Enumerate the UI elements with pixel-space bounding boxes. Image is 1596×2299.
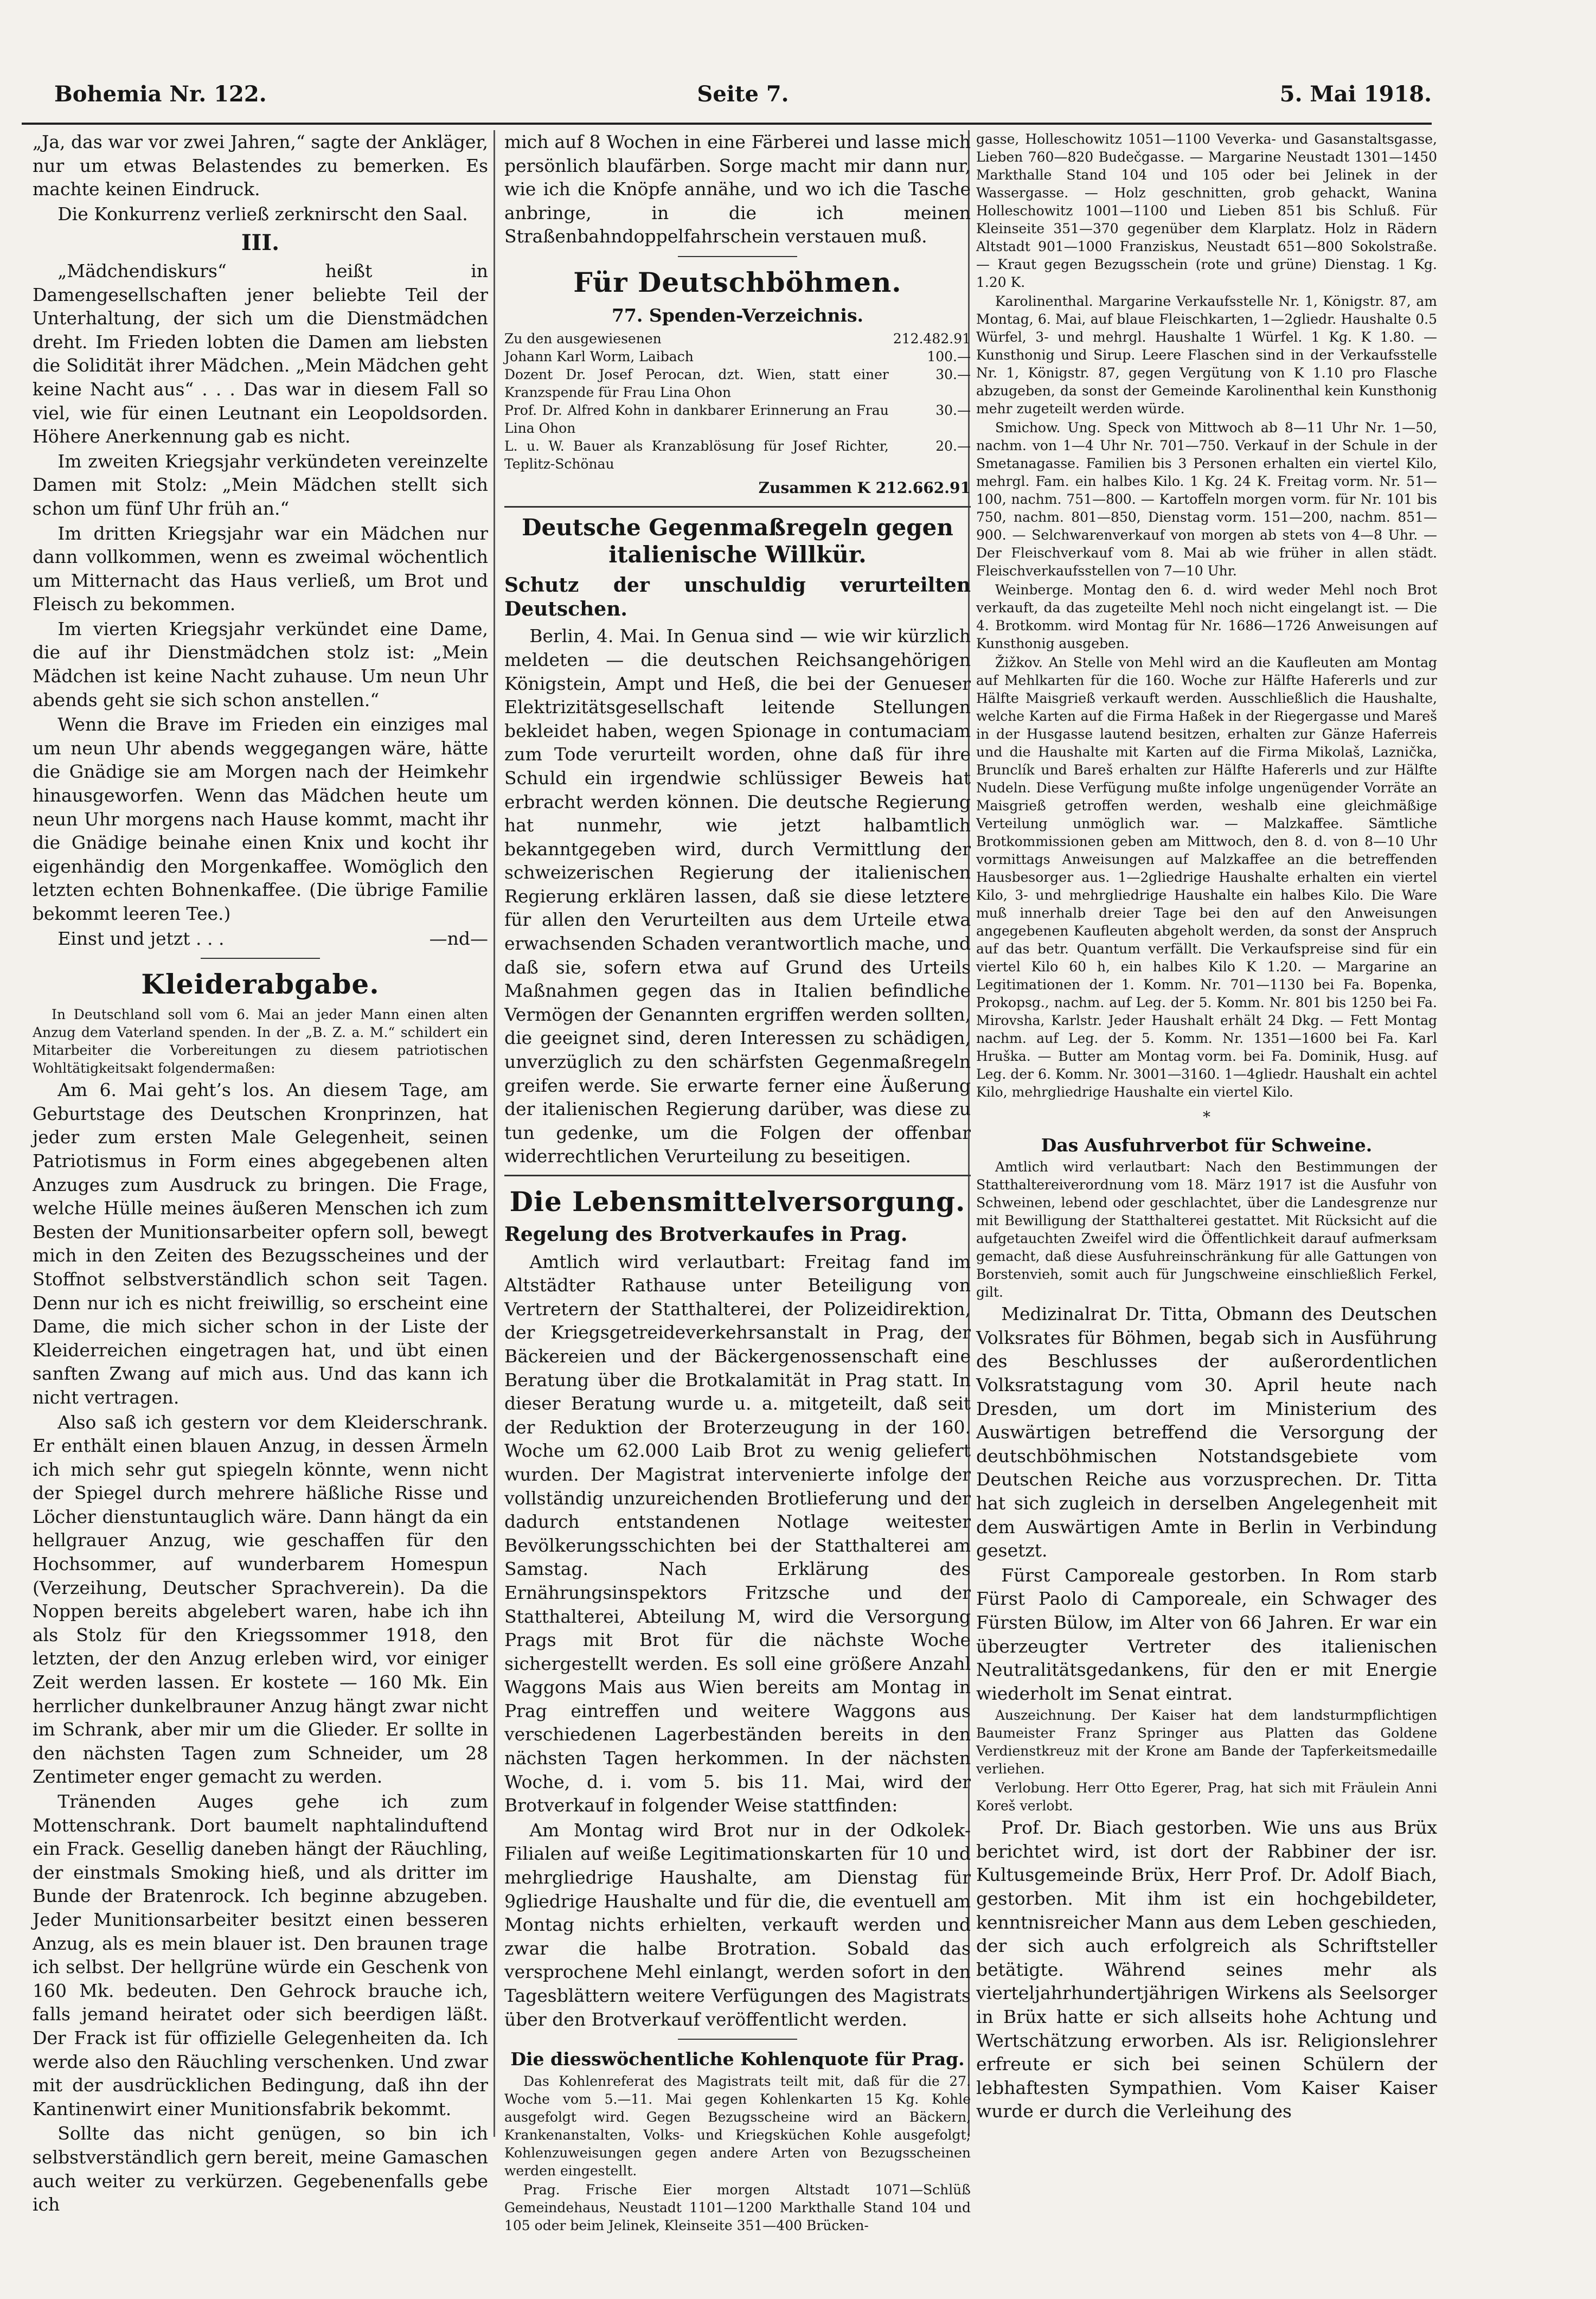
paragraph: „Ja, das war vor zwei Jahren,“ sagte der Ankläger, nur um etwas Belastendes zu bemerken. Es machte keinen Eindruck. — [33, 131, 488, 200]
donor-name: Zu den ausgewiesenen — [504, 330, 662, 347]
paragraph: mich auf 8 Wochen in eine Färberei und lasse mich persönlich blaufärben. Sorge macht mir dann nur, wie ich die Knöpfe annähe, und wo ich die Tasche anbringe, in die ich meinen Straßenbahndoppelfahrschein verstauen muß. — [504, 131, 971, 247]
article-title: Deutsche Gegenmaßregeln gegen italienische Willkür. — [522, 514, 953, 568]
paragraph: Fürst Camporeale gestorben. In Rom starb Fürst Paolo di Camporeale, ein Schwager des Fürsten Bülow, im Alter von 66 Jahren. Er war ein überzeugter Vertreter des italienischen Neutralitätsgedankens, für den er mit Energie wiederholt im Senat eintrat. — [976, 1564, 1437, 1704]
paragraph: Im zweiten Kriegsjahr verkündeten vereinzelte Damen mit Stolz: „Mein Mädchen stellt sich schon um fünf Uhr früh an.“ — [33, 450, 488, 519]
donor-name: L. u. W. Bauer als Kranzablösung für Josef Richter, Teplitz-Schönau — [504, 438, 889, 472]
donor-name: Dozent Dr. Josef Perocan, dzt. Wien, statt einer Kranzspende für Frau Lina Ohon — [504, 366, 889, 400]
donation-row — [504, 348, 971, 366]
paragraph: Das Kohlenreferat des Magistrats teilt mit, daß für die 27. Woche vom 5.—11. Mai gegen Kohlenkarten 15 Kg. Kohle ausgefolgt wird. Gegen Bezugsscheine wird an Bäckern, Krankenanstalten, Volks- und Kriegsküchen Kohle ausgefolgt; Kohlenzuweisungen gegen andere Arten von Bezugsscheinen werden eingestellt. — [504, 2073, 971, 2179]
column-divider — [493, 130, 495, 2137]
paragraph: Berlin, 4. Mai. In Genua sind — wie wir kürzlich meldeten — die deutschen Reichsangehörigen Königstein, Ampt und Heß, die bei der Genueser Elektrizitätsgesellschaft leitende Stellungen bekleidet haben, wegen Spionage in contumaciam zum Tode verurteilt worden, ohne daß für ihre Schuld ein irgendwie schlüssiger Beweis hat erbracht werden können. Die deutsche Regierung hat nunmehr, wie jetzt halbamtlich bekanntgegeben wird, durch Vermittlung der schweizerischen Regierung der italienischen Regierung erklären lassen, daß sie diese letztere für allen den Verurteilten aus dem Urteile etwa erwachsenden Schaden verantwortlich mache, und daß sie, sofern etwa auf Grund des Urteils Maßnahmen gegen das in Italien befindliche Vermögen der Genannten ergriffen werden sollten, die geeignet sind, deren Interessen zu schädigen, unverzüglich zu den schärfsten Gegenmaßregeln greifen werde. Sie erwarte ferner eine Äußerung der italienischen Regierung darüber, was diese zu tun gedenke, um die Folgen der offenbar widerrechtlichen Verurteilung zu beseitigen. — [504, 625, 971, 1167]
paragraph: Im vierten Kriegsjahr verkündet eine Dame, die auf ihr Dienstmädchen stolz ist: „Mein Mädchen ist keine Nacht zuhause. Um neun Uhr abends geht sie sich schon anstellen.“ — [33, 618, 488, 710]
donation-amount: 100.— — [927, 348, 971, 364]
paragraph: Im dritten Kriegsjahr war ein Mädchen nur dann vollkommen, wenn es zweimal wöchentlich um Mitternacht das Haus verließ, um Brot und Fleisch zu bekommen. — [33, 522, 488, 615]
author-signature: —nd— — [429, 927, 488, 949]
masthead-issue: Bohemia Nr. 122. — [54, 81, 267, 107]
donation-row — [504, 330, 971, 348]
donation-total: Zusammen K 212.662.91 — [758, 478, 971, 497]
article-title: Für Deutschböhmen. — [573, 266, 902, 298]
paragraph: Karolinenthal. Margarine Verkaufsstelle Nr. 1, Königstr. 87, am Montag, 6. Mai, auf blaue Fleischkarten, 1—2gliedr. Haushalte 0.5 Würfel, 3- und mehrgl. Haushalte 1 Würfel. 1 Kg. K 1.80. — Kunsthonig und Sirup. Leere Flaschen sind in der Verkaufsstelle Nr. 1, Königstr. 87, gegen Vergütung von K 1.10 pro Flasche abzugeben, da sonst der Gemeinde Karolinenthal kein Kunsthonig mehr zugeteilt werden würde. — [976, 293, 1437, 417]
column-2 — [504, 130, 971, 2233]
article-subtitle: Das Ausfuhrverbot für Schweine. — [1041, 1134, 1373, 1156]
paragraph: Auszeichnung. Der Kaiser hat dem landsturmpflichtigen Baumeister Franz Springer aus Platten das Goldene Verdienstkreuz mit der Krone am Bande der Tapferkeitsmedaille verliehen. — [976, 1707, 1437, 1777]
donation-amount: 212.482.91 — [893, 330, 971, 347]
page-header — [54, 81, 1432, 114]
donor-name: Johann Karl Worm, Laibach — [504, 348, 694, 364]
paragraph: gasse, Holleschowitz 1051—1100 Veverka- und Gasanstaltsgasse, Lieben 760—820 Budečgasse. — Margarine Neustadt 1301—1450 Markthalle Stand 104 und 105 oder bei Jelinek in der Wassergasse. — Holz geschnitten, grob gehackt, Wanina Holleschowitz 1001—1100 und Lieben 851 bis Schluß. Für Kleinseite 351—370 gegenüber dem Klarplatz. Holz in Rädern Altstadt 901—1000 Franziskus, Neustadt 651—800 Sokolstraße. — Kraut gegen Bezugsschein (rote und grüne) Dienstag. 1 Kg. 1.20 K. — [976, 131, 1437, 290]
divider — [678, 2039, 797, 2040]
article-title: Kleiderabgabe. — [141, 968, 380, 1001]
donation-row — [504, 437, 971, 473]
closing-line: Einst und jetzt . . . — [57, 927, 225, 949]
issue-date: 5. Mai 1918. — [1279, 81, 1432, 107]
column-3 — [976, 130, 1437, 2122]
section-number: III. — [241, 230, 280, 256]
divider — [201, 958, 320, 959]
paragraph: Prag. Frische Eier morgen Altstadt 1071—Schlüß Gemeindehaus, Neustadt 1101—1200 Markthalle Stand 104 und 105 oder beim Jelinek, Kleinseite 351—400 Brücken- — [504, 2181, 971, 2233]
separator-star: * — [1203, 1108, 1210, 1126]
donor-name: Prof. Dr. Alfred Kohn in dankbarer Erinnerung an Frau Lina Ohon — [504, 402, 889, 436]
divider — [504, 1175, 971, 1176]
paragraph: Amtlich wird verlautbart: Freitag fand im Altstädter Rathause unter Beteiligung von Vertretern der Statthalterei, der Polizeidirektion, der Kriegsgetreideverkehrsanstalt in Prag, der Bäckereien und der Bäckergenossenschaft eine Beratung über die Brotkalamität in Prag statt. In dieser Beratung wurde u. a. mitgeteilt, daß seit der Reduktion der Broterzeugung in der 160. Woche um 62.000 Laib Brot zu wenig geliefert wurden. Der Magistrat intervenierte infolge der vollständig unzureichenden Brotlieferung und der dadurch entstandenen Notlage weitester Bevölkerungsschichten bei der Statthalterei am Samstag. Nach Erklärung des Ernährungsinspektors Fritzsche und der Statthalterei, Abteilung M, wird die Versorgung Prags mit Brot für die nächste Woche sichergestellt werden. Es soll eine größere Anzahl Waggons Mais aus Wien bereits am Montag in Prag eintreffen und weitere Waggons aus verschiedenen Lagerbeständen bereits in den nächsten Tagen herkommen. In der nächsten Woche, d. i. vom 5. bis 11. Mai, wird der Brotverkauf in folgender Weise stattfinden: — [504, 1251, 971, 1816]
donation-amount: 30.— — [935, 402, 971, 418]
article-subtitle: Die diesswöchentliche Kohlenquote für Prag. — [510, 2048, 965, 2070]
article-intro: In Deutschland soll vom 6. Mai an jeder Mann einen alten Anzug dem Vaterland spenden. In der „B. Z. a. M.“ schildert ein Mitarbeiter die Vorbereitungen zu diesem patriotischen Wohltätigkeitsakt folgendermaßen: — [33, 1007, 488, 1077]
donation-row — [504, 366, 971, 401]
divider — [678, 256, 797, 257]
paragraph: Žižkov. An Stelle von Mehl wird an die Kaufleuten am Montag auf Mehlkarten für die 160. Woche zur Hälfte Hafererls und zur Hälfte Maisgrieß verkauft werden. Ausschließlich die Haushalte, welche Karten auf die Firma Haßek in der Riegergasse und Mareš in der Husgasse lautend besitzen, erhalten zur Gänze Haferreis und die Haushalte mit Karten auf die Firma Mikolaš, Laznička, Brunclík und Bareš erhalten zur Hälfte Hafererls und zur Hälfte Nudeln. Diese Verfügung mußte infolge ungenügender Vorräte an Maisgrieß getroffen werden, weshalb eine gleichmäßige Verteilung unmöglich war. — Malzkaffee. Sämtliche Brotkommissionen geben am Mittwoch, den 8. d. von 8—10 Uhr vormittags Anweisungen auf Malzkaffee an die betreffenden Hausbesorger aus. 1—2gliedrige Haushalte erhalten ein viertel Kilo, 3- und mehrgliedrige Haushalte ein halbes Kilo. Die Ware muß innerhalb dreier Tage bei den auf den Anweisungen angegebenen Kaufleuten abgeholt werden, da sonst der Anspruch auf das betr. Quantum verfällt. Die Verkaufspreise sind für ein viertel Kilo 60 h, ein halbes Kilo K 1.20. — Margarine an Legitimationen der 1. Komm. Nr. 701—1130 bei Fa. Bopenka, Prokopsg., nachm. auf Leg. der 5. Komm. Nr. 801 bis 1250 bei Fa. Mirovsha, Karlstr. Jeder Haushalt erhält 24 Dkg. — Fett Montag nachm. auf Leg. der 5. Komm. Nr. 1351—1600 bei Fa. Karl Hruška. — Butter am Montag vorm. bei Fa. Dominik, Husg. auf Leg. der 6. Komm. Nr. 3001—3160. 1—4gliedr. Haushalt ein achtel Kilo, mehrgliedrige Haushalte ein viertel Kilo. — [976, 655, 1437, 1100]
donation-amount: 20.— — [935, 438, 971, 454]
article-subtitle: Schutz der unschuldig verurteilten Deutschen. — [504, 574, 971, 620]
page-number: Seite 7. — [697, 81, 789, 107]
paragraph: Am Montag wird Brot nur in der Odkolek-Filialen auf weiße Legitimationskarten für 10 und mehrgliedrige Haushalte, am Dienstag für 9gliedrige Haushalte und für die, die eventuell am Montag nichts erhielten, verkauft werden und zwar die halbe Brotration. Sobald das versprochene Mehl einlangt, werden sofort in den Tagesblättern weitere Verfügungen des Magistrats über den Brotverkauf veröffentlicht werden. — [504, 1819, 971, 2030]
paragraph: Medizinalrat Dr. Titta, Obmann des Deutschen Volksrates für Böhmen, begab sich in Ausführung des Beschlusses der außerordentlichen Volksratstagung vom 30. April heute nach Dresden, um dort im Ministerium des Auswärtigen betreffend die Versorgung der deutschböhmischen Notstandsgebiete vom Deutschen Reiche aus vorzusprechen. Dr. Titta hat sich zugleich in derselben Angelegenheit mit dem Auswärtigen Amte in Berlin in Verbindung gesetzt. — [976, 1303, 1437, 1561]
column-1 — [33, 130, 488, 2215]
header-rule — [22, 123, 1432, 125]
paragraph: Weinberge. Montag den 6. d. wird weder Mehl noch Brot verkauft, da das zugeteilte Mehl noch nicht eingelangt ist. — Die 4. Brotkomm. wird Montag für Nr. 1686—1726 Anweisungen auf Kunsthonig ausgeben. — [976, 582, 1437, 651]
donation-list — [504, 330, 971, 473]
paragraph: Verlobung. Herr Otto Egerer, Prag, hat sich mit Fräulein Anni Koreš verlobt. — [976, 1780, 1437, 1814]
paragraph: „Mädchendiskurs“ heißt in Damengesellschaften jener beliebte Teil der Unterhaltung, der sich um die Dienstmädchen dreht. Im Frieden lobten die Damen am liebsten die Solidität ihrer Mädchen. „Mein Mädchen geht keine Nacht aus“ . . . Das war in diesem Fall so viel, wie für einen Leutnant ein Leopoldsorden. Höhere Anerkennung gab es nicht. — [33, 260, 488, 447]
paragraph: Smichow. Ung. Speck von Mittwoch ab 8—11 Uhr Nr. 1—50, nachm. von 1—4 Uhr Nr. 701—750. Verkauf in der Schule in der Smetanagasse. Familien bis 3 Personen erhalten ein viertel Kilo, mehrgl. Fam. ein halbes Kilo. 1 Kg. 24 K. Freitag vorm. Nr. 51—100, nachm. 751—800. — Kartoffeln morgen vorm. für Nr. 101 bis 750, nachm. 801—850, Dienstag vorm. 151—200, nachm. 851—900. — Selchwarenverkauf von morgen ab stets von 4—8 Uhr. — Der Fleischverkauf vom 8. Mai ab wie früher in allen städt. Fleischverkaufsstellen von 7—10 Uhr. — [976, 420, 1437, 579]
article-title: Die Lebensmittelversorgung. — [509, 1186, 966, 1218]
paragraph — [33, 927, 488, 951]
paragraph: Am 6. Mai geht’s los. An diesem Tage, am Geburtstage des Deutschen Kronprinzen, hat jeder zum ersten Male Gelegenheit, seinen Patriotismus in Form eines abgegebenen alten Anzuges zum Ausdruck zu bringen. Die Frage, welche Hülle meines äußeren Menschen ich zum Besten der Munitionsarbeiter opfern soll, bewegt mich in den Zeiten des Bezugsscheines und der Stoffnot selbstverständlich schon seit Tagen. Denn nur ich es nicht freiwillig, so erscheint eine Dame, die mich sicher schon in der Liste der Kleiderreichen eingetragen hat, und übt einen sanften Zwang auf mich aus. Und das kann ich nicht vertragen. — [33, 1079, 488, 1408]
paragraph: Wenn die Brave im Frieden ein einziges mal um neun Uhr abends weggegangen wäre, hätte die Gnädige sie am Morgen nach der Heimkehr hinausgeworfen. Wenn das Mädchen heute um neun Uhr morgens nach Hause kommt, macht ihr die Gnädige beinahe einen Knix und kocht ihr eigenhändig den Morgenkaffee. Womöglich den letzten echten Bohnenkaffee. (Die übrige Familie bekommt leeren Tee.) — [33, 714, 488, 924]
donation-row — [504, 401, 971, 437]
paragraph: Also saß ich gestern vor dem Kleiderschrank. Er enthält einen blauen Anzug, in dessen Ärmeln ich mich sehr gut spiegeln könnte, wenn nicht der Spiegel durch mehrere häßliche Risse und Löcher dienstuntauglich wäre. Dann hängt da ein hellgrauer Anzug, wie geschaffen für den Hochsommer, auf wunderbarem Homespun (Verzeihung, Deutscher Sprachverein). Da die Noppen bereits abgelebert waren, habe ich ihn als Stolz für den Kriegssommer 1918, den letzten, der den Anzug erleben wird, vor einiger Zeit werden lassen. Er kostete — 160 Mk. Ein herrlicher dunkelbrauner Anzug hängt zwar nicht im Schrank, aber mir um die Glieder. Er sollte in den nächsten Tagen zum Schneider, um 28 Zentimeter enger gemacht zu werden. — [33, 1411, 488, 1788]
paragraph: Amtlich wird verlautbart: Nach den Bestimmungen der Statthaltereiverordnung vom 18. März 1917 ist die Ausfuhr von Schweinen, lebend oder geschlachtet, über die Landesgrenze nur mit Bewilligung der Statthalterei gestattet. Mit Rücksicht auf die aufgetauchten Zweifel wird die Öffentlichkeit darauf aufmerksam gemacht, daß diese Ausfuhreinschränkung für alle Gattungen von Borstenvieh, somit auch für Jungschweine einschließlich Ferkel, gilt. — [976, 1159, 1437, 1301]
paragraph: Sollte das nicht genügen, so bin ich selbstverständlich gern bereit, meine Gamaschen auch weiter zu verkürzen. Gegebenenfalls gebe ich — [33, 2123, 488, 2215]
article-subtitle: 77. Spenden-Verzeichnis. — [611, 304, 864, 326]
paragraph: Tränenden Auges gehe ich zum Mottenschrank. Dort baumelt naphtalinduftend ein Frack. Gesellig daneben hängt der Räuchling, der einstmals Smoking hieß, und als dritter im Bunde der Bratenrock. Ich beginne abzugeben. Jeder Munitionsarbeiter besitzt einen besseren Anzug, als es mein blauer ist. Den braunen trage ich selbst. Der hellgrüne würde ein Geschenk von 160 Mk. bedeuten. Den Gehrock brauche ich, falls jemand heiratet oder sich beerdigen läßt. Der Frack ist für offizielle Gelegenheiten da. Ich werde also den Räuchling verschenken. Und zwar mit der ausdrücklichen Bedingung, daß ihn der Kantinenwirt einer Munitionsfabrik bekommt. — [33, 1791, 488, 2119]
donation-amount: 30.— — [935, 366, 971, 382]
paragraph: Die Konkurrenz verließ zerknirscht den Saal. — [57, 203, 468, 225]
divider — [504, 506, 971, 508]
paragraph: Prof. Dr. Biach gestorben. Wie uns aus Brüx berichtet wird, ist dort der Rabbiner der isr. Kultusgemeinde Brüx, Herr Prof. Dr. Adolf Biach, gestorben. Mit ihm ist ein hochgebildeter, kenntnisreicher Mann aus dem Leben geschieden, der sich auch erfolgreich als Schriftsteller betätigte. Während seines mehr als vierteljahrhundertjährigen Wirkens als Seelsorger in Brüx hatte er sich allseits hohe Achtung und Wertschätzung erworben. Als isr. Religionslehrer erfreute er sich bei seinen Schülern der lebhaftesten Sympathien. Vom Kaiser Kaiser wurde er durch die Verleihung des — [976, 1817, 1437, 2122]
article-subtitle: Regelung des Brotverkaufes in Prag. — [504, 1223, 908, 1246]
